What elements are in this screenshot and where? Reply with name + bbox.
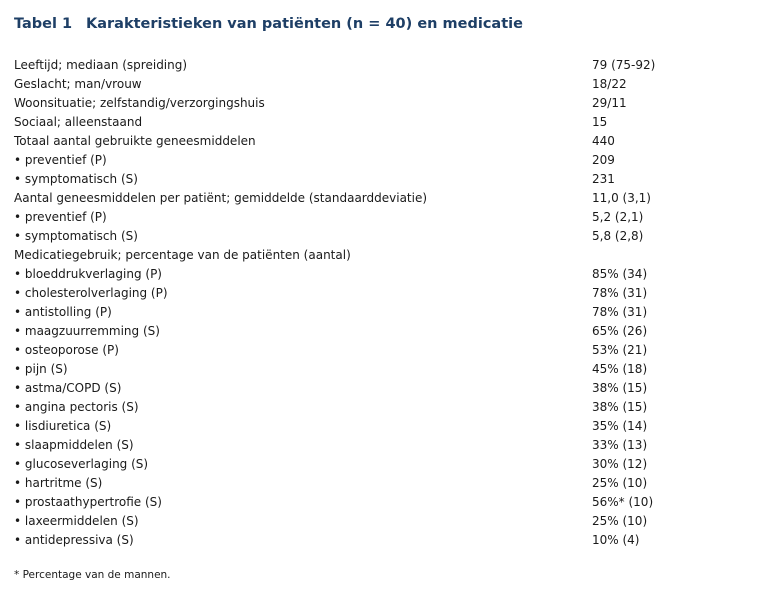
row-value: 5,8 (2,8) [592, 229, 644, 243]
row-value: 440 [592, 134, 615, 148]
row-label: • preventief (P) [14, 153, 107, 167]
row-label: • antidepressiva (S) [14, 533, 134, 547]
row-label: • antistolling (P) [14, 305, 112, 319]
row-value: 11,0 (3,1) [592, 191, 651, 205]
row-value: 38% (15) [592, 381, 648, 395]
row-label: Aantal geneesmiddelen per patiënt; gemiddelde (standaarddeviatie) [14, 191, 428, 205]
row-label: Sociaal; alleenstaand [14, 115, 143, 129]
row-value: 29/11 [592, 96, 627, 110]
row-label: Totaal aantal gebruikte geneesmiddelen [14, 134, 256, 148]
table-row [14, 474, 754, 493]
row-label: • symptomatisch (S) [14, 172, 138, 186]
row-label: Woonsituatie; zelfstandig/verzorgingshuis [14, 96, 265, 110]
table-row [14, 265, 754, 284]
row-value: 53% (21) [592, 343, 648, 357]
table-row [14, 493, 754, 512]
row-label: • pijn (S) [14, 362, 68, 376]
row-value: 38% (15) [592, 400, 648, 414]
table-row [14, 94, 754, 113]
table-row [14, 113, 754, 132]
row-value: 30% (12) [592, 457, 648, 471]
row-label: • cholesterolverlaging (P) [14, 286, 168, 300]
row-value: 33% (13) [592, 438, 648, 452]
row-label: • slaapmiddelen (S) [14, 438, 134, 452]
row-label: Geslacht; man/vrouw [14, 77, 142, 91]
table-row [14, 455, 754, 474]
table-row [14, 170, 754, 189]
row-value: 79 (75-92) [592, 58, 656, 72]
table-row [14, 417, 754, 436]
row-value: 15 [592, 115, 608, 129]
table-row [14, 360, 754, 379]
table-row [14, 284, 754, 303]
table-title: Karakteristieken van patiënten (n = 40) en medicatie [86, 16, 523, 32]
table-row [14, 341, 754, 360]
row-label: • bloeddrukverlaging (P) [14, 267, 162, 281]
table-row [14, 379, 754, 398]
row-label: • maagzuurremming (S) [14, 324, 160, 338]
row-label: • glucoseverlaging (S) [14, 457, 149, 471]
row-value: 209 [592, 153, 615, 167]
row-label: • lisdiuretica (S) [14, 419, 112, 433]
table-row [14, 246, 754, 265]
row-label: • osteoporose (P) [14, 343, 119, 357]
row-label: • laxeermiddelen (S) [14, 514, 139, 528]
row-label: • preventief (P) [14, 210, 107, 224]
row-value: 45% (18) [592, 362, 648, 376]
row-label: Leeftijd; mediaan (spreiding) [14, 58, 188, 72]
table-row [14, 189, 754, 208]
row-value: 10% (4) [592, 533, 640, 547]
row-value: 18/22 [592, 77, 627, 91]
row-label: • symptomatisch (S) [14, 229, 138, 243]
table-body [14, 56, 754, 550]
row-value: 78% (31) [592, 286, 648, 300]
table-row [14, 56, 754, 75]
row-label: Medicatiegebruik; percentage van de patiënten (aantal) [14, 248, 351, 262]
row-value: 78% (31) [592, 305, 648, 319]
table-row [14, 512, 754, 531]
row-label: • hartritme (S) [14, 476, 103, 490]
table-row [14, 208, 754, 227]
row-label: • astma/COPD (S) [14, 381, 122, 395]
table-row [14, 436, 754, 455]
row-value: 56%* (10) [592, 495, 654, 509]
table-row [14, 322, 754, 341]
table-number: Tabel 1 [14, 16, 73, 32]
table-row [14, 75, 754, 94]
row-label: • prostaathypertrofie (S) [14, 495, 162, 509]
row-value: 5,2 (2,1) [592, 210, 644, 224]
row-value: 231 [592, 172, 615, 186]
table-header [14, 16, 523, 32]
table-row [14, 531, 754, 550]
table-row [14, 398, 754, 417]
row-value: 25% (10) [592, 514, 648, 528]
row-value: 25% (10) [592, 476, 648, 490]
row-value: 85% (34) [592, 267, 648, 281]
row-value: 35% (14) [592, 419, 648, 433]
row-value: 65% (26) [592, 324, 648, 338]
table-footnote: * Percentage van de mannen. [14, 569, 171, 581]
table-row [14, 132, 754, 151]
row-label: • angina pectoris (S) [14, 400, 139, 414]
table-row [14, 303, 754, 322]
table-row [14, 227, 754, 246]
table-row [14, 151, 754, 170]
